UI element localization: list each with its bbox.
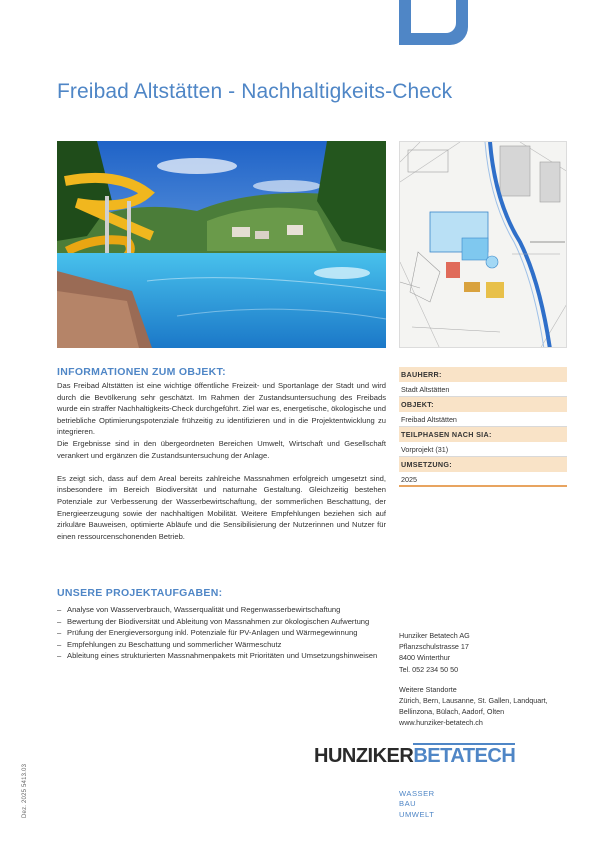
tagline-line: WASSER — [399, 789, 435, 798]
object-value: Freibad Altstätten — [399, 412, 567, 427]
company-street: Pflanzschulstrasse 17 — [399, 642, 469, 652]
task-item: – Analyse von Wasserverbrauch, Wasserqualität und Regenwasserbewirtschaftung — [57, 604, 386, 616]
company-city: 8400 Winterthur — [399, 653, 451, 663]
tagline-line: BAU — [399, 799, 417, 809]
object-label: OBJEKT: — [399, 397, 567, 412]
company-logo — [314, 745, 515, 768]
task-item: – Empfehlungen zu Beschattung und sommerlicher Wärmeschutz — [57, 639, 386, 651]
page-title: Freibad Altstätten - Nachhaltigkeits-Check — [57, 80, 453, 103]
document-reference: Dez. 2025 5413.03 — [22, 763, 28, 818]
task-item: – Bewertung der Biodiversität und Ableitung von Massnahmen zur ökologischen Aufwertung — [57, 616, 386, 628]
task-item: – Ableitung eines strukturierten Massnahmenpakets mit Prioritäten und Umsetzungshinweisen — [57, 650, 386, 662]
header-brand-shape-cutout — [411, 0, 456, 33]
sia-phases-value: Vorprojekt (31) — [399, 442, 567, 457]
project-info-box — [399, 367, 567, 487]
site-plan-map — [399, 141, 567, 348]
info-text — [57, 380, 386, 542]
info-paragraph: Die Ergebnisse sind in den übergeordneten Bereichen Umwelt, Wirtschaft und Gesellschaft verankert und ergänzen die Zustandsuntersuchung der Anlage. — [57, 438, 386, 460]
logo-part-betatech: BETATECH — [413, 745, 516, 767]
company-name: Hunziker Betatech AG — [399, 631, 470, 640]
client-label: BAUHERR: — [399, 367, 567, 382]
implementation-label: UMSETZUNG: — [399, 457, 567, 472]
task-list — [57, 604, 386, 662]
tagline-line: UMWELT — [399, 809, 435, 819]
website-link[interactable]: www.hunziker-betatech.ch — [399, 718, 483, 728]
company-phone: Tel. 052 234 50 50 — [399, 664, 459, 674]
locations-line: Zürich, Bern, Lausanne, St. Gallen, Landquart, — [399, 696, 548, 706]
tagline — [399, 789, 435, 820]
task-item: – Prüfung der Energieversorgung inkl. Potenziale für PV-Anlagen und Wärmegewinnung — [57, 627, 386, 639]
client-value: Stadt Altstätten — [399, 382, 567, 397]
info-paragraph: Es zeigt sich, dass auf dem Areal bereits zahlreiche Massnahmen erfolgreich umgesetzt sind, insbesondere im Bereich Biodiversität und naturnahe Gestaltung. Gleichzeitig bestehen Potenziale zur Verbesserung der Wasserbewirtschaftung, der sommerlichen Beschattung, der Energieerzeugung sowie der nachhaltigen Mobilität. Weitere Empfehlungen beziehen sich auf zirkuläre Bauweisen, optimierte Abläufe und die Sensibilisierung der Nutzerinnen und Nutzer für einen ressourcenschonenden Betrieb. — [57, 473, 386, 541]
pool-photo — [57, 141, 386, 348]
locations-heading: Weitere Standorte — [399, 684, 457, 694]
contact-block — [399, 630, 567, 729]
locations-line: Bellinzona, Bülach, Aadorf, Olten — [399, 707, 505, 717]
logo-part-hunziker: HUNZIKER — [314, 745, 414, 767]
implementation-value: 2025 — [399, 472, 567, 487]
info-heading: INFORMATIONEN ZUM OBJEKT: — [57, 366, 226, 378]
info-paragraph: Das Freibad Altstätten ist eine wichtige öffentliche Freizeit- und Sportanlage der Stadt und wird durch die Bevölkerung sehr geschätzt. Im Rahmen der Zustandsuntersuchung des Freibads wurde ein straffer Nachhaltigkeits-Check durchgeführt. Ziel war es, energetische, ökologische und betriebliche Optimierungspotenziale frühzeitig zu identifizieren und in die Projektentwicklung zu integrieren. — [57, 381, 386, 437]
tasks-heading: UNSERE PROJEKTAUFGABEN: — [57, 587, 223, 599]
sia-phases-label: TEILPHASEN NACH SIA: — [399, 427, 567, 442]
